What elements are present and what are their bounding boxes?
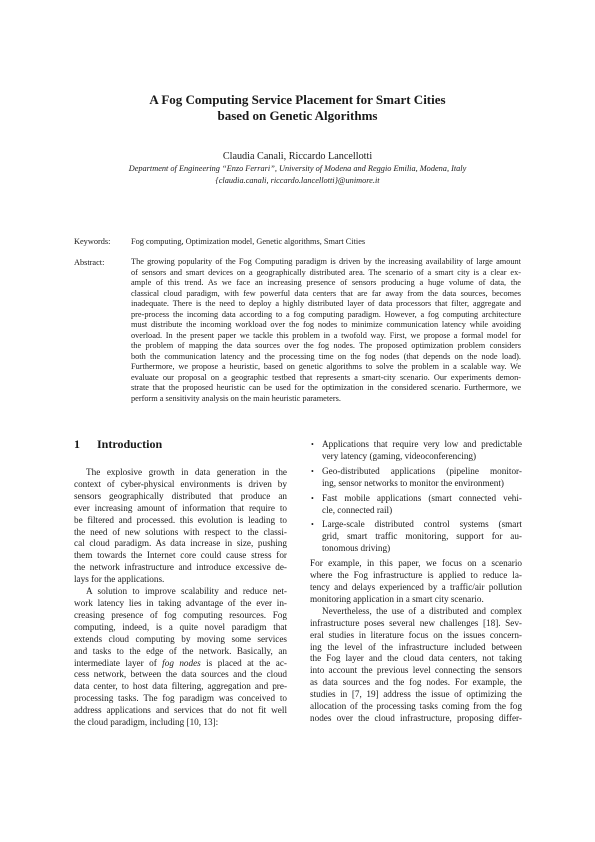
text-line: allocation of the processing tasks coming from the fog [310,701,522,712]
bullet-icon: • [311,520,314,530]
text-line: as data sources and the fog nodes. For example, the [310,677,522,688]
text-line: them towards the Internet core could cause stress for [74,550,287,561]
section-heading [74,437,162,452]
text-line: and tasks to the edge of the network. Basically, an [74,645,287,656]
author-emails: {claudia.canali, riccardo.lancellotti}@unimore.it [215,175,380,185]
text-line: ing the level of the infrastructure included between [310,641,522,652]
text-line: processing tasks. The fog paradigm was conceived to [74,693,287,704]
abstract-line: perform a sensitivity analysis on the main heuristic parameters. [131,393,341,403]
abstract-line: ample of this trend. As we face an increasing presence of sensors producing a huge volume of data, the [131,278,521,287]
text-line: Large-scale distributed control systems (smart [322,519,522,530]
abstract-line: evaluate our proposal on a geographic testbed that represents a smart-city scenario. Our experiments demon- [131,372,521,382]
text-line: cess network, between the data sources and the cloud [74,669,287,680]
text-line: Nevertheless, the use of a distributed and complex [322,605,522,616]
text-line: the cloud paradigm, including [10, 13]: [74,717,219,728]
text-line: context of cyber-physical environments is driven by [74,478,287,489]
text-line: For example, in this paper, we focus on a scenario [310,558,522,569]
text-line: computing, indeed, is a quite novel paradigm that [74,621,287,632]
list-item [310,493,522,517]
text-fragment: intermediate layer of [74,657,163,668]
text-line: into account the previous level connecting the sensors [310,665,522,676]
text-fragment: is placed at the ac- [200,657,287,668]
text-line: the Fog layer and the cloud data centers, not taking [310,653,522,664]
text-line: monitoring application in a smart city scenario. [310,593,484,604]
left-column [74,467,287,729]
text-line [74,658,287,670]
abstract-line: classical cloud paradigm, with few powerful data centers that are far away from the data sources, becomes [131,288,521,298]
text-line: creasing presence of fog computing resources. Fog [74,609,287,620]
intro-paragraph [74,467,287,586]
text-line: lays for the applications. [74,574,165,585]
bullet-icon: • [311,493,314,503]
text-line: sensors geographically distributed that produce an [74,490,287,501]
abstract-line: pre-process the incoming data according to a fog computing paradigm. However, a fog computing architecture [131,309,521,319]
text-line: work latency lies in taking advantage of the ever in- [74,597,287,608]
application-list [310,439,522,555]
right-column [310,439,522,725]
affiliation-line: Department of Engineering “Enzo Ferrari”, University of Modena and Reggio Emilia, Modena, Italy [128,164,467,173]
text-line: tonomous driving) [322,543,391,554]
text-line: extends cloud computing by moving some services [74,633,287,644]
paper-title [60,92,535,124]
affiliation [60,163,535,186]
bullet-icon: • [311,440,314,449]
abstract-line: overload. In the present paper we tackle this problem in a twofold way. First, we propose a formal model for [131,330,521,340]
body-paragraph [310,558,522,606]
text-line: be filtered and processed. this evolution is leading to [74,514,287,525]
text-line: grid, smart traffic monitoring, support for au- [322,531,522,542]
abstract-line: the problem of mapping the data sources over the fog nodes. The proposed optimization problem considers [131,341,521,350]
abstract-line: both the communication latency and the processing time on the fog nodes (that depends on the node load). [131,351,521,361]
text-line: Applications that require very low and predictable [322,439,522,449]
abstract-line: strate that the proposed heuristic can be used for the optimization in the considered scenario. Furthermore, we [131,383,521,392]
abstract-label: Abstract: [74,258,105,267]
abstract-line: Furthermore, we propose a heuristic, based on genetic algorithms to solve the problem in a scalable way. We [131,362,521,371]
text-line: ing, sensor networks to monitor the environment) [322,477,504,488]
text-line: studies in [7, 19] address the issue of optimizing the [310,689,522,700]
text-line: ever increasing amount of information that require to [74,502,287,513]
title-line-2: based on Genetic Algorithms [217,108,378,123]
keywords-text: Fog computing, Optimization model, Genetic algorithms, Smart Cities [131,237,366,246]
text-line: The explosive growth in data generation in the [86,467,287,477]
section-number: 1 [74,437,80,451]
text-line: A solution to improve scalability and reduce net- [86,586,287,597]
author-list: Claudia Canali, Riccardo Lancellotti [222,151,373,162]
title-line-1: A Fog Computing Service Placement for Smart Cities [149,92,446,107]
list-item [310,466,522,490]
text-line: tency and delays experienced by a traffic/air pollution [310,581,522,592]
text-line: Geo-distributed applications (pipeline monitor- [322,465,522,476]
text-line: where the Fog infrastructure is applied to reduce la- [310,570,522,581]
abstract-body [131,257,521,404]
abstract-line: inadequate. There is the need to deploy a highly distributed layer of data processors that filter, aggregate and [131,299,521,308]
text-line: eral studies in literature focus on the issues concern- [310,629,522,640]
text-line: data center, to host data filtering, aggregation and pre- [74,681,287,692]
list-item [310,439,522,463]
text-line: cal cloud paradigm. As data increase in size, pushing [74,538,287,549]
abstract-line: The growing popularity of the Fog Computing paradigm is driven by the increasing availability of large amount [131,257,521,266]
emphasis-fog-nodes: fog nodes [162,657,201,668]
text-line: very latency (gaming, videoconferencing) [322,450,477,461]
text-line: the need of new solutions with respect to the classi- [74,526,287,537]
list-item [310,519,522,555]
bullet-icon: • [311,466,314,476]
text-line: address applications and services that do not fit well [74,705,287,716]
text-line: nodes over the cloud infrastructure, proposing differ- [310,712,522,723]
text-line: cle, connected rail) [322,504,393,515]
text-line: infrastructure poses several new challenges [18]. Sev- [310,617,522,628]
intro-paragraph [74,586,287,729]
section-title: Introduction [97,437,163,451]
keywords-label: Keywords: [74,237,111,246]
text-line: the network infrastructure and introduce excessive de- [74,562,287,573]
text-line: Fast mobile applications (smart connected vehi- [322,492,522,503]
body-paragraph [310,606,522,725]
abstract-line: of sensors and smart devices on a geographically distributed area. The scenario of a smart city is a clear ex- [131,267,521,277]
abstract-line: must distribute the incoming workload over the fog nodes to minimize communication latency while avoiding [131,320,521,329]
